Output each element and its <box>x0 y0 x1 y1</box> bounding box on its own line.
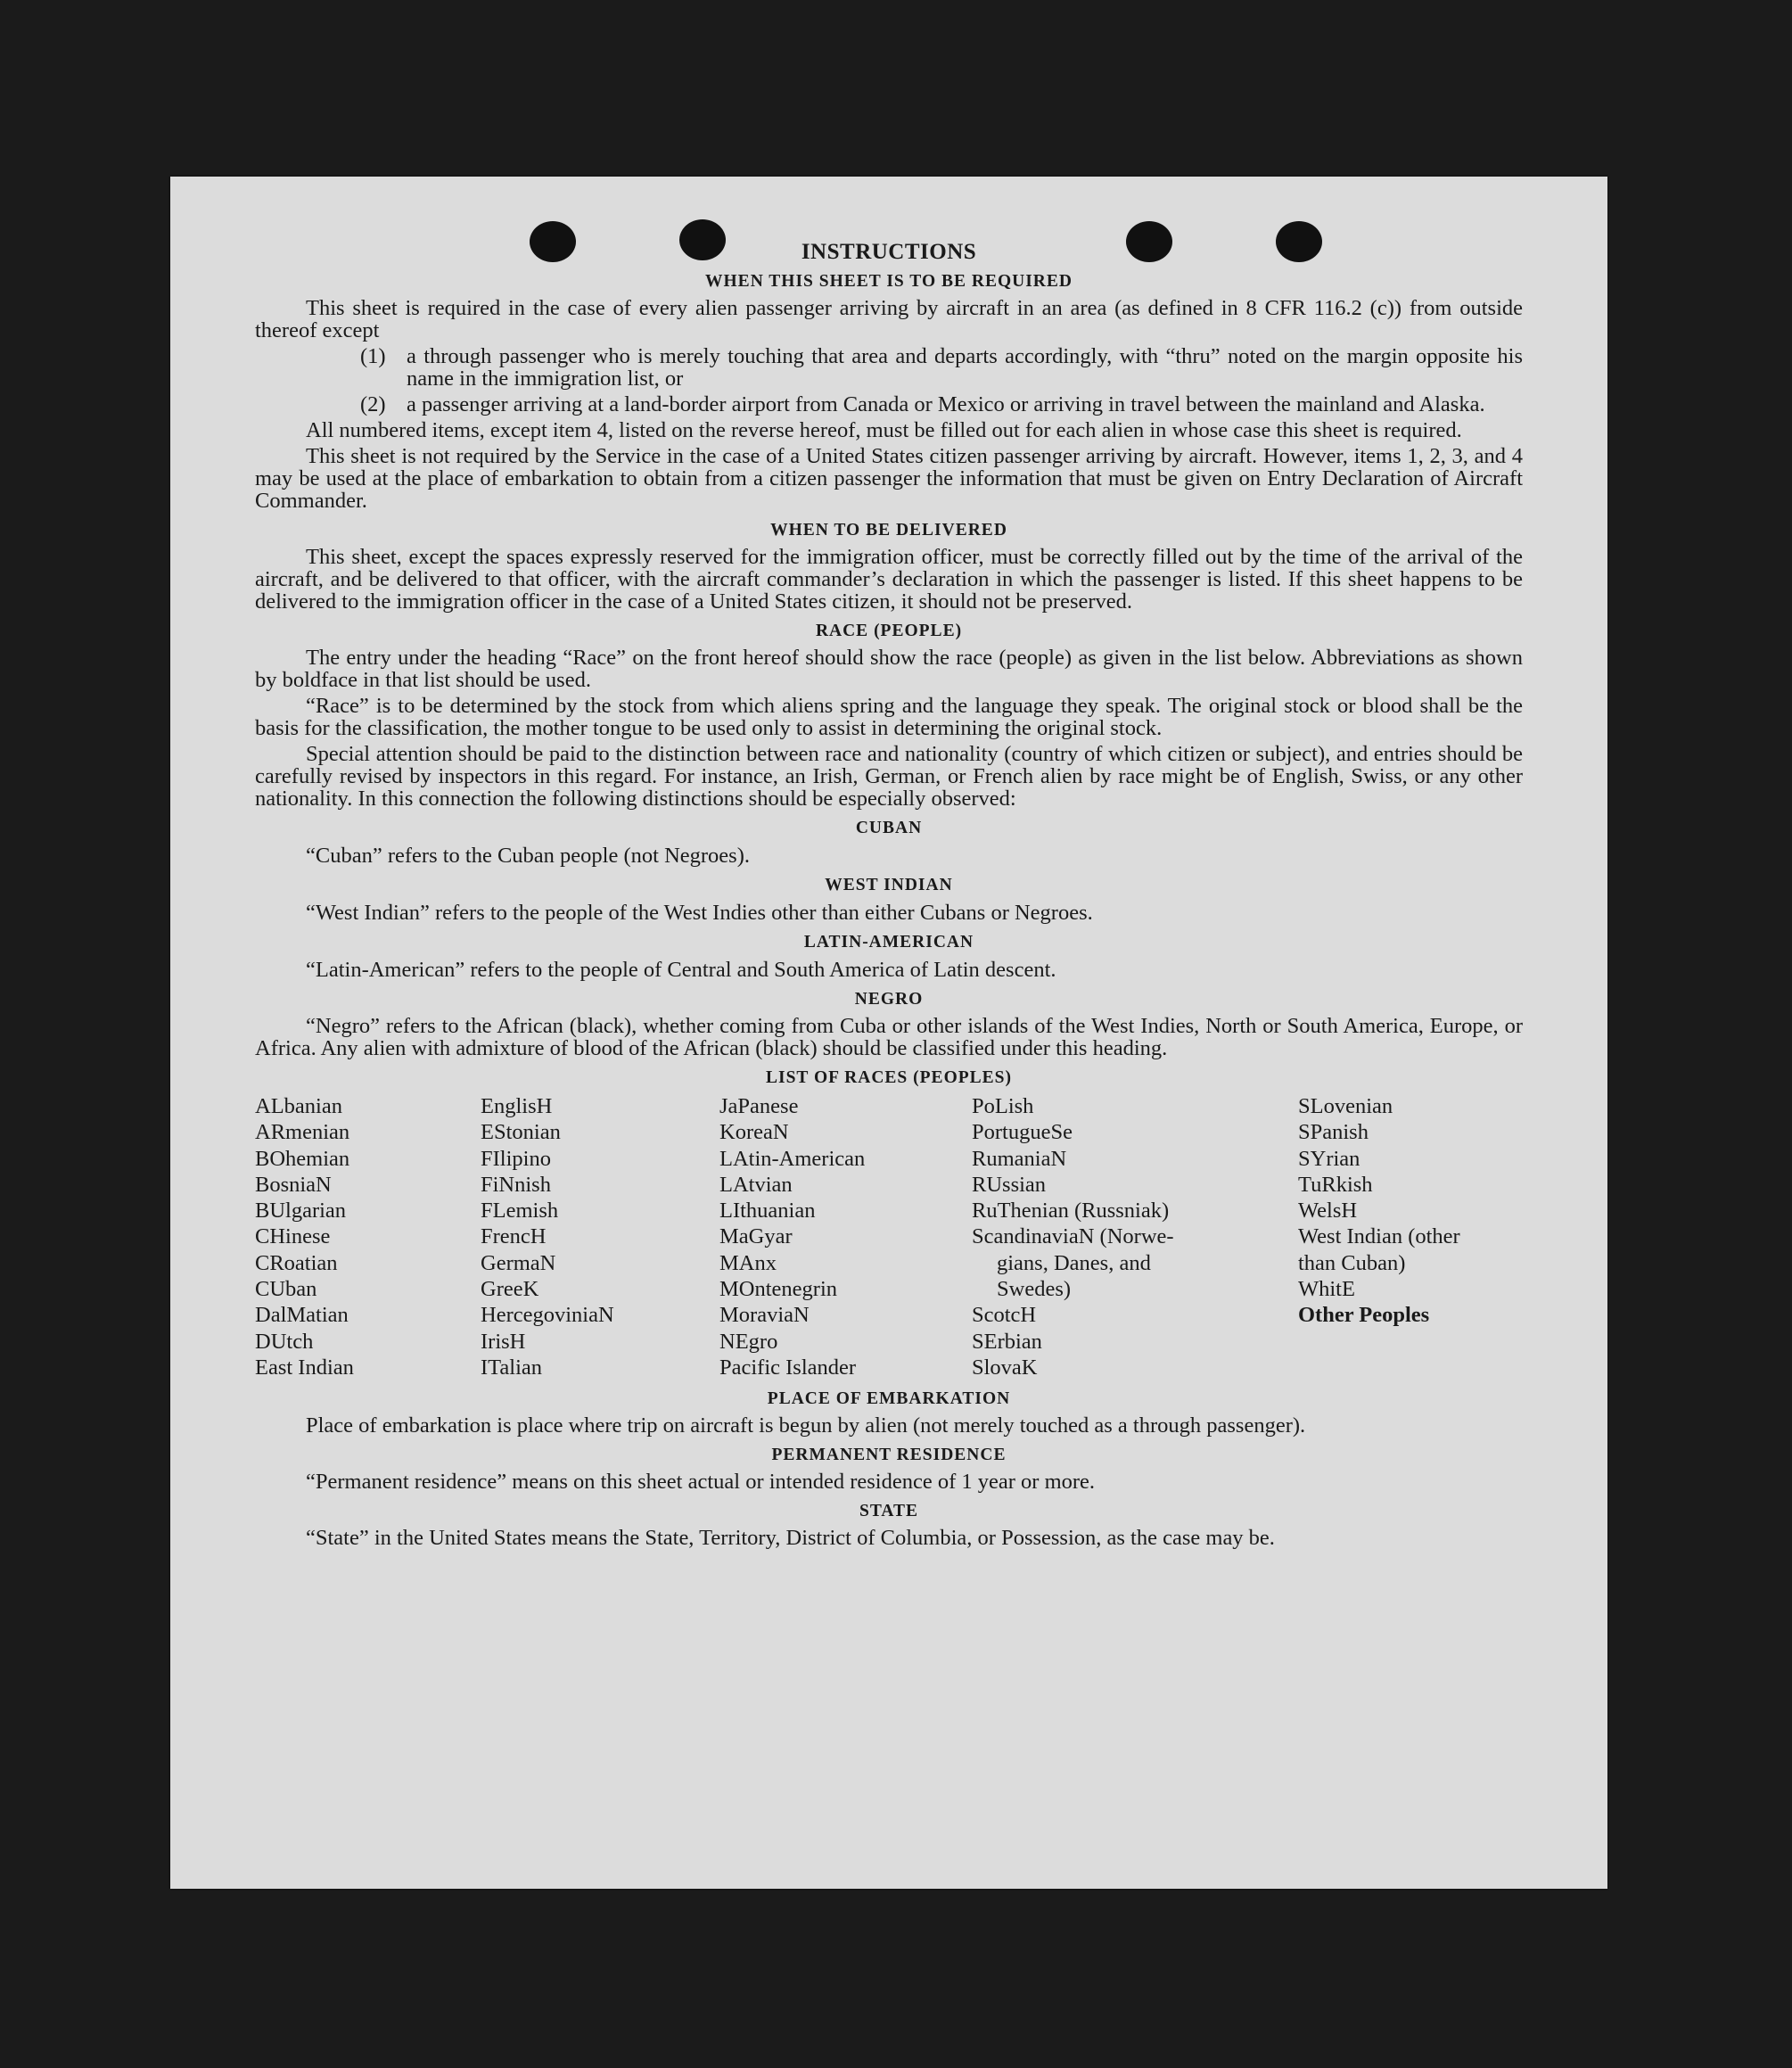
paragraph: The entry under the heading “Race” on the front hereof should show the race (people) as given in the list below. Abbreviations as shown by boldface in that list should be used. <box>255 646 1523 692</box>
heading-negro: NEGRO <box>854 990 924 1009</box>
heading-place-of-embarkation: PLACE OF EMBARKATION <box>767 1389 1011 1409</box>
heading-cuban: CUBAN <box>855 819 923 837</box>
paragraph: All numbered items, except item 4, listed on the reverse hereof, must be filled out for each alien in whose case this sheet is required. <box>306 418 1462 442</box>
race-item: LAtin-American <box>719 1146 866 1171</box>
race-item: BOhemian <box>255 1146 350 1171</box>
paragraph: Special attention should be paid to the distinction between race and nationality (country of which citizen or subject), and entries should be carefully revised by inspectors in this regard. For instance, an Irish, German, or French alien by race might be of English, Swiss, or any other nationality. In this connection the following distinctions should be especially observed: <box>255 742 1523 811</box>
race-item: Other Peoples <box>1298 1303 1430 1328</box>
race-column <box>255 1093 481 1380</box>
heading-when-delivered: WHEN TO BE DELIVERED <box>770 521 1007 540</box>
paragraph: “Race” is to be determined by the stock from which aliens spring and the language they speak. The original stock or blood shall be the basis for the classification, the mother tongue to be used only to assist in determining the original stock. <box>255 694 1523 740</box>
race-item: FiNnish <box>481 1172 551 1197</box>
race-item: FrencH <box>481 1224 547 1249</box>
race-item: RuThenian (Russniak) <box>972 1199 1170 1223</box>
instructions-content <box>255 241 1523 1553</box>
race-item: SErbian <box>972 1329 1042 1354</box>
race-item: JaPanese <box>719 1094 799 1118</box>
race-item: MOntenegrin <box>719 1277 837 1302</box>
race-item: TuRkish <box>1298 1172 1373 1197</box>
race-item: SYrian <box>1298 1146 1360 1171</box>
heading-state: STATE <box>859 1502 919 1521</box>
paragraph: “West Indian” refers to the people of the West Indies other than either Cubans or Negroes. <box>306 901 1093 925</box>
race-item: West Indian (other <box>1298 1224 1460 1249</box>
race-item: East Indian <box>255 1355 354 1380</box>
heading-latin-american: LATIN-AMERICAN <box>803 933 974 952</box>
race-item: ARmenian <box>255 1120 350 1145</box>
race-item: SlovaK <box>972 1355 1038 1380</box>
heading-when-required: WHEN THIS SHEET IS TO BE REQUIRED <box>705 272 1073 291</box>
heading-west-indian: WEST INDIAN <box>825 876 953 894</box>
race-item: IrisH <box>481 1329 526 1354</box>
race-item: MAnx <box>719 1250 777 1275</box>
race-item: SLovenian <box>1298 1094 1393 1118</box>
race-item: RumaniaN <box>972 1146 1067 1171</box>
race-item: GreeK <box>481 1277 539 1302</box>
paragraph: “Negro” refers to the African (black), whether coming from Cuba or other islands of the West Indies, North or South America, Europe, or Africa. Any alien with admixture of blood of the African (black) should be classified under this heading. <box>255 1014 1523 1060</box>
clause-text: a passenger arriving at a land-border airport from Canada or Mexico or arriving in travel between the mainland and Alaska. <box>407 392 1485 416</box>
race-item: EnglisH <box>481 1094 553 1118</box>
clause-number: (1) <box>360 344 386 368</box>
race-item: than Cuban) <box>1298 1250 1406 1275</box>
race-item: RUssian <box>972 1172 1047 1197</box>
clause-number: (2) <box>360 392 386 416</box>
race-item: KoreaN <box>719 1120 789 1145</box>
race-list <box>255 1093 1523 1380</box>
heading-list-of-races: LIST OF RACES (PEOPLES) <box>765 1068 1012 1087</box>
race-item: EStonian <box>481 1120 561 1145</box>
race-item: WhitE <box>1298 1277 1355 1302</box>
paragraph: This sheet is required in the case of every alien passenger arriving by aircraft in an area (as defined in 8 CFR 116.2 (c)) from outside thereof except <box>255 296 1523 342</box>
document-sheet <box>170 177 1607 1889</box>
clause-2 <box>255 393 1523 416</box>
race-item: BUlgarian <box>255 1199 347 1223</box>
paragraph: “State” in the United States means the State, Territory, District of Columbia, or Possession, as the case may be. <box>306 1526 1275 1551</box>
paragraph: This sheet, except the spaces expressly reserved for the immigration officer, must be correctly filled out by the time of the arrival of the aircraft, and be delivered to that officer, with the aircraft commander’s declaration in which the passenger is listed. If this sheet happens to be delivered to the immigration officer in the case of a United States citizen, it should not be preserved. <box>255 545 1523 614</box>
page-title: INSTRUCTIONS <box>801 240 977 264</box>
clause-text: a through passenger who is merely touching that area and departs accordingly, with “thru” noted on the margin opposite his name in the immigration list, or <box>407 344 1523 391</box>
race-item: SPanish <box>1298 1120 1369 1145</box>
heading-permanent-residence: PERMANENT RESIDENCE <box>771 1446 1007 1465</box>
race-item: NEgro <box>719 1329 778 1354</box>
race-item: BosniaN <box>255 1172 332 1197</box>
race-item: HercegoviniaN <box>481 1303 614 1328</box>
race-item: ScandinaviaN (Norwe- <box>972 1224 1174 1249</box>
race-column <box>972 1093 1298 1380</box>
race-item: ITalian <box>481 1355 543 1380</box>
paragraph: Place of embarkation is place where trip on aircraft is begun by alien (not merely touched as a through passenger). <box>306 1413 1306 1438</box>
race-item: CRoatian <box>255 1250 338 1275</box>
race-item: MoraviaN <box>719 1303 810 1328</box>
race-item: LAtvian <box>719 1172 793 1197</box>
paragraph: “Permanent residence” means on this sheet actual or intended residence of 1 year or more. <box>306 1470 1096 1495</box>
paragraph: “Cuban” refers to the Cuban people (not Negroes). <box>306 844 750 868</box>
race-item: LIthuanian <box>719 1199 816 1223</box>
race-item: WelsH <box>1298 1199 1358 1223</box>
race-item: PoLish <box>972 1094 1034 1118</box>
race-item: FIlipino <box>481 1146 551 1171</box>
race-item: CUban <box>255 1277 317 1302</box>
race-column <box>481 1093 719 1380</box>
race-column <box>719 1093 972 1380</box>
race-item: ALbanian <box>255 1094 342 1118</box>
race-item: DUtch <box>255 1329 314 1354</box>
race-column <box>1298 1093 1523 1380</box>
race-item: ScotcH <box>972 1303 1037 1328</box>
race-item: Pacific Islander <box>719 1355 857 1380</box>
race-item: MaGyar <box>719 1224 793 1249</box>
paragraph: “Latin-American” refers to the people of Central and South America of Latin descent. <box>306 958 1056 982</box>
race-item: gians, Danes, and <box>997 1250 1151 1275</box>
race-item: DalMatian <box>255 1303 349 1328</box>
race-item: Swedes) <box>997 1277 1072 1302</box>
race-item: GermaN <box>481 1250 556 1275</box>
paragraph: This sheet is not required by the Service in the case of a United States citizen passenger arriving by aircraft. However, items 1, 2, 3, and 4 may be used at the place of embarkation to obtain from a citizen passenger the information that must be given on Entry Declaration of Aircraft Commander. <box>255 444 1523 513</box>
race-item: CHinese <box>255 1224 331 1249</box>
race-item: PortugueSe <box>972 1120 1073 1145</box>
heading-race: RACE (PEOPLE) <box>815 622 963 640</box>
race-item: FLemish <box>481 1199 559 1223</box>
clause-1 <box>255 345 1523 390</box>
